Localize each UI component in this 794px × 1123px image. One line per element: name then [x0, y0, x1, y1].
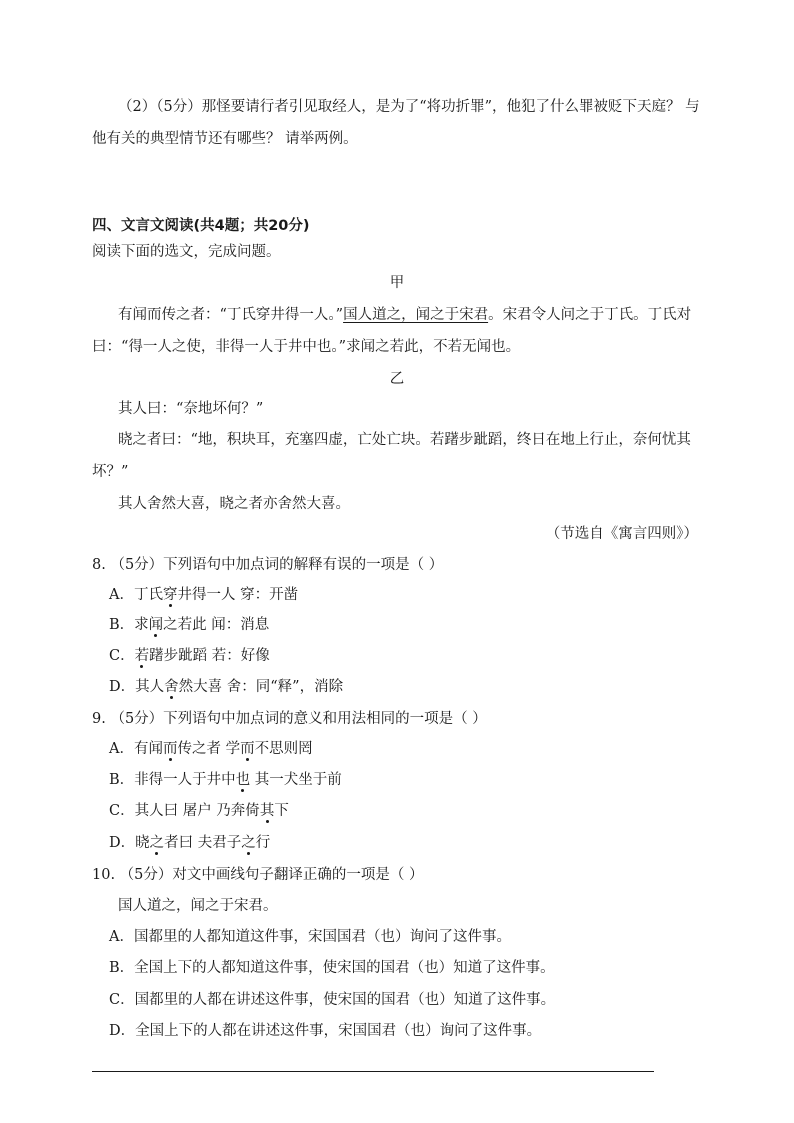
passage-a-line1: 有闻而传之者：“丁氏穿井得一人。”国人道之，闻之于宋君。宋君令人问之于丁氏。丁氏对: [118, 307, 692, 323]
q8-stem: 8. （5分）下列语句中加点词的解释有误的一项是（ ）: [92, 557, 444, 573]
prev-question-line1: （2）（5分）那怪要请行者引见取经人，是为了“将功折罪”，他犯了什么罪被贬下天庭？ 与: [118, 99, 700, 115]
passage-b-line4: 其人舍然大喜，晓之者亦舍然大喜。: [118, 496, 350, 512]
q10-option-c: C．国都里的人都在讲述这件事，使宋国的国君（也）知道了这件事。: [109, 992, 556, 1008]
prev-question-line2: 他有关的典型情节还有哪些？ 请举两例。: [92, 131, 358, 147]
q8-option-b: B．求闻之若此 闻：消息: [109, 617, 270, 633]
section-instruction: 阅读下面的选文，完成问题。: [92, 244, 281, 260]
page-bottom-rule: [92, 1071, 654, 1072]
q8-option-a: A．丁氏穿井得一人 穿：开凿: [109, 587, 299, 603]
q10-stem: 10. （5分）对文中画线句子翻译正确的一项是（ ）: [92, 867, 424, 883]
passage-b-line2: 晓之者曰：“地，积块耳，充塞四虚，亡处亡块。若躇步跐蹈，终日在地上行止，奈何忧其: [118, 432, 691, 448]
q9-option-b: B．非得一人于井中也 其一犬坐于前: [109, 772, 342, 788]
q9-stem: 9. （5分）下列语句中加点词的意义和用法相同的一项是（ ）: [92, 711, 487, 727]
passage-a-line2: 曰：“得一人之使，非得一人于井中也。”求闻之若此，不若无闻也。: [92, 339, 521, 355]
passage-source: （节选自《寓言四则》）: [545, 526, 698, 542]
passage-a-label: 甲: [389, 275, 405, 291]
q9-option-d: D．晓之者曰 夫君子之行: [109, 835, 271, 851]
q8-option-d: D．其人舍然大喜 舍：同“释”，消除: [109, 679, 344, 695]
q10-option-d: D．全国上下的人都在讲述这件事，宋国国君（也）询问了这件事。: [109, 1023, 542, 1039]
section-heading: 四、文言文阅读(共4题；共20分): [92, 218, 310, 234]
passage-b-label: 乙: [389, 371, 405, 387]
q9-option-c: C．其人曰 屠户 乃奔倚其下: [109, 803, 289, 819]
passage-b-line3: 坏？”: [92, 464, 129, 480]
underlined-sentence: 国人道之，闻之于宋君: [343, 307, 489, 323]
q10-option-a: A．国都里的人都知道这件事，宋国国君（也）询问了这件事。: [109, 929, 511, 945]
q10-option-b: B．全国上下的人都知道这件事，使宋国的国君（也）知道了这件事。: [109, 960, 555, 976]
q10-sentence: 国人道之，闻之于宋君。: [118, 898, 278, 914]
passage-b-line1: 其人曰：“奈地坏何？”: [118, 401, 264, 417]
q9-option-a: A．有闻而传之者 学而不思则罔: [109, 741, 313, 757]
q8-option-c: C．若躇步跐蹈 若：好像: [109, 648, 270, 664]
